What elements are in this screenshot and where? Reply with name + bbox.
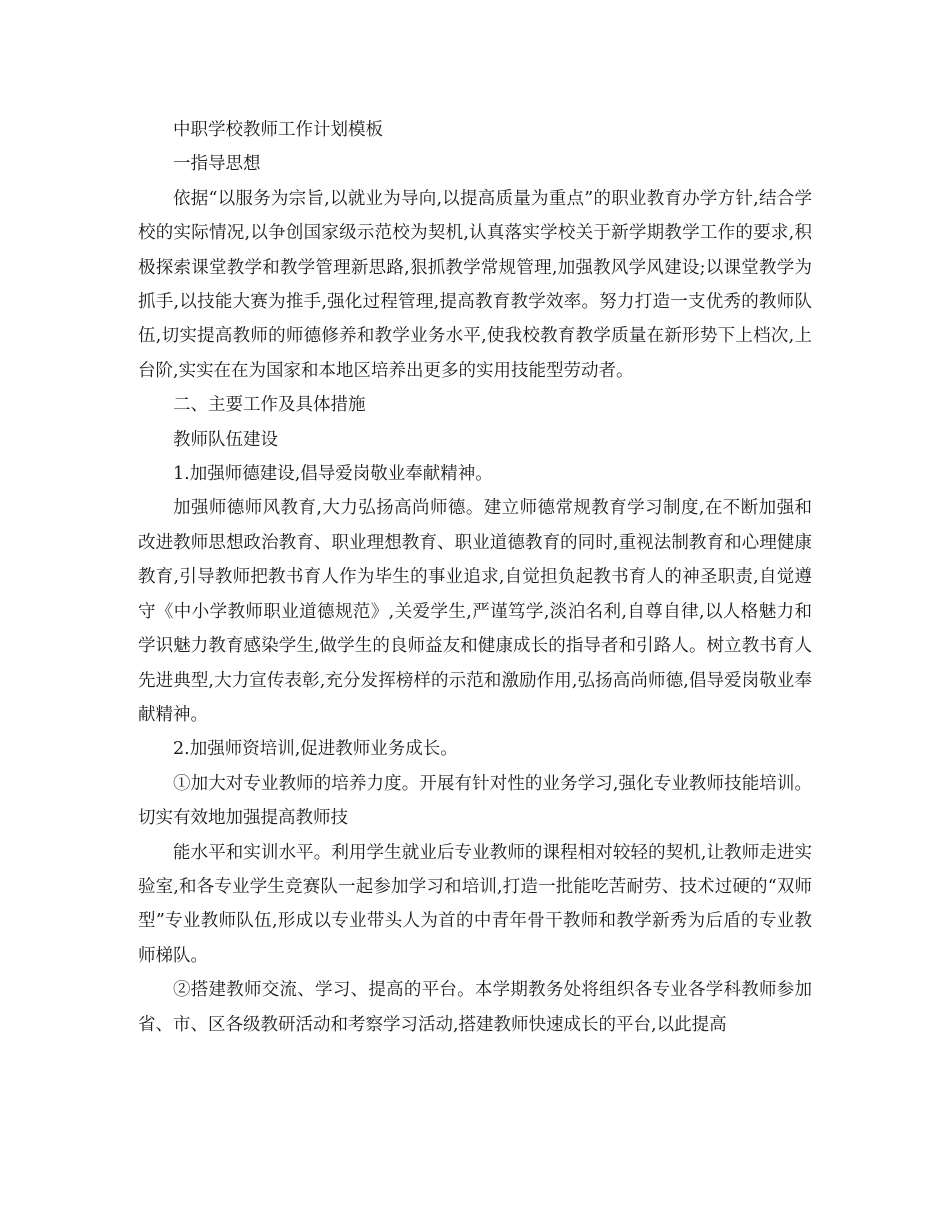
paragraph-guiding-thought: 依据“以服务为宗旨,以就业为导向,以提高质量为重点”的职业教育办学方针,结合学校的实际情况,以争创国家级示范校为契机,认真落实学校关于新学期教学工作的要求,积极探索课堂教学和教学管理新思路,狠抓教学常规管理,加强教风学风建设;以课堂教学为抓手,以技能大赛为推手,强化过程管理,提高教育教学效率。努力打造一支优秀的教师队伍,切实提高教师的师德修养和教学业务水平,使我校教育教学质量在新形势下上档次,上台阶,实实在在为国家和本地区培养出更多的实用技能型劳动者。 xyxy=(138,188,812,381)
item-heading-ethics: 1.加强师德建设,倡导爱岗敬业奉献精神。 xyxy=(173,464,493,485)
paragraph-training-2: ②搭建教师交流、学习、提高的平台。本学期教务处将组织各专业各学科教师参加省、市、区各级教研活动和考察学习活动,搭建教师快速成长的平台,以此提高 xyxy=(138,980,812,1035)
section-heading-main-work: 二、主要工作及具体措施 xyxy=(173,395,366,416)
paragraph-training-1: ①加大对专业教师的培养力度。开展有针对性的业务学习,强化专业教师技能培训。切实有效地加强提高教师技 xyxy=(138,773,812,829)
subheading-teacher-team: 教师队伍建设 xyxy=(173,429,278,450)
paragraph-training-1-continued: 能水平和实训水平。利用学生就业后专业教师的课程相对较轻的契机,让教师走进实验室,和各专业学生竞赛队一起参加学习和培训,打造一批能吃苦耐劳、技术过硬的“双师型”专业教师队伍,形成以专业带头人为首的中青年骨干教师和教学新秀为后盾的专业教师梯队。 xyxy=(138,842,812,966)
section-heading-guiding-thought: 一指导思想 xyxy=(173,154,261,175)
document-title: 中职学校教师工作计划模板 xyxy=(173,120,383,140)
document-page xyxy=(138,113,812,1042)
paragraph-ethics: 加强师德师风教育,大力弘扬高尚师德。建立师德常规教育学习制度,在不断加强和改进教师思想政治教育、职业理想教育、职业道德教育的同时,重视法制教育和心理健康教育,引导教师把教书育人作为毕生的事业追求,自觉担负起教书育人的神圣职责,自觉遵守《中小学教师职业道德规范》,关爱学生,严谨笃学,淡泊名利,自尊自律,以人格魅力和学识魅力教育感染学生,做学生的良师益友和健康成长的指导者和引路人。树立教书育人先进典型,大力宣传表彰,充分发挥榜样的示范和激励作用,弘扬高尚师德,倡导爱岗敬业奉献精神。 xyxy=(138,498,812,725)
item-heading-training: 2.加强师资培训,促进教师业务成长。 xyxy=(173,739,458,760)
